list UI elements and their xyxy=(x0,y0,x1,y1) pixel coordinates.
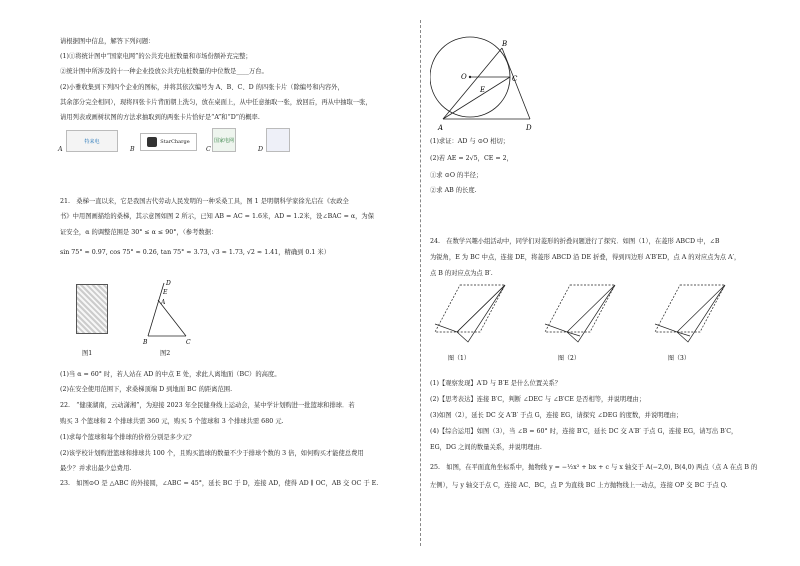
q21-text-a: 21. 桑梯一直以来，它是我国古代劳动人民发明的一种采桑工具，图 1 是明朝科学家徐光启在《农政全 xyxy=(60,198,349,205)
gear-icon xyxy=(147,137,157,147)
center-point-o xyxy=(469,76,471,78)
label-c: C xyxy=(512,75,518,83)
rhombus-figure-1 xyxy=(435,285,505,342)
fig2-label-b: B xyxy=(143,339,148,346)
q24-2-text: (2)【思考表达】连接 B′C，判断 ∠DEC 与 ∠B′CE 是否相等，并说明理由； xyxy=(430,396,646,403)
fig2-line-db xyxy=(148,283,164,336)
rhombus-figure-2 xyxy=(545,285,615,342)
line-bd xyxy=(502,48,530,119)
fig1-image xyxy=(76,284,108,334)
fig-label-1: 图（1） xyxy=(448,355,470,362)
q23-circle-diagram xyxy=(430,34,550,134)
q23-text: 23. 如图⊙O 是 △ABC 的外接圆，∠ABC = 45°，延长 BC 于 D，连接 AD，使得 AD ∥ OC，AB 交 OC 于 E. xyxy=(60,480,379,487)
q23-2a-text: ①求 ⊙O 的半径； xyxy=(430,172,483,179)
q23-2-text: (2)若 AE = 2√5，CE = 2， xyxy=(430,155,513,162)
logo-d-image xyxy=(266,128,290,152)
rhombus-2-outline xyxy=(545,285,615,332)
q23-2b-text: ②求 AB 的长度. xyxy=(430,187,477,194)
rhombus-3-folded xyxy=(677,285,725,342)
q24-text-b: 为锐角，E 为 BC 中点，连接 DE，将菱形 ABCD 沿 DE 折叠，得到四边形 A′B′ED，点 A 的对应点为点 A′， xyxy=(430,254,741,261)
fig-label-2: 图（2） xyxy=(558,355,580,362)
q2-text-a: (2)小雅收集到下列四个企业的图标，并将其依次编号为 A、B、C、D 的四张卡片（除编号和内容外， xyxy=(60,84,344,91)
q24-text-c: 点 B 的对应点为点 B′. xyxy=(430,270,493,277)
q21-text-c: 证安全，α 的调整范围是 30° ≤ α ≤ 90°，（参考数据： xyxy=(60,229,218,236)
q22-2-text: (2)该学校计划购进篮球和排球共 100 个，且购买篮球的数量不少于排球个数的 3 倍，如何购买才能使总费用 xyxy=(60,450,364,457)
fig2-label-a: A xyxy=(161,299,166,306)
q25-text-a: 25. 如图，在平面直角坐标系中，抛物线 y = −½x² + bx + c 与 x 轴交于 A(−2,0), B(4,0) 两点（点 A 在点 B 的 xyxy=(430,464,758,471)
fig1-caption: 图1 xyxy=(82,350,93,357)
q24-1-text: (1)【观察发现】A′D 与 B′E 是什么位置关系？ xyxy=(430,380,562,387)
fig2-label-c: C xyxy=(186,339,191,346)
q25-text-b: 左侧），与 y 轴交于点 C，连接 AC、BC，点 P 为直线 BC 上方抛物线上一动点，连接 OP 交 BC 于点 Q. xyxy=(430,482,728,489)
q24-text-a: 24. 在数学兴趣小组活动中，同学们对菱形的折叠问题进行了探究．如图（1），在菱形 ABCD 中，∠B xyxy=(430,238,720,245)
logo-b-image xyxy=(140,133,197,151)
q21-1-text: (1)当 α = 60° 时，若人站在 AD 的中点 E 处，求此人离地面（BC）的高度。 xyxy=(60,371,281,378)
logo-letter-c: C xyxy=(206,146,211,153)
rhombus-1-fold xyxy=(435,285,505,332)
rhombus-3-fold xyxy=(655,285,725,332)
label-b: B xyxy=(502,40,508,48)
column-divider xyxy=(420,20,421,546)
line-ab xyxy=(443,48,502,119)
label-e: E xyxy=(480,86,486,94)
label-a: A xyxy=(438,124,444,132)
q1-text: (1)①将统计图中“国家电网”的公共充电桩数量和市场份额补充完整； xyxy=(60,53,252,60)
q21-text-d: sin 75° ≈ 0.97, cos 75° ≈ 0.26, tan 75° ≈ 3.73, √3 ≈ 1.73, √2 ≈ 1.41，精确到 0.1 米） xyxy=(60,249,331,256)
q1b-text: ②统计图中所涉及的十一种企业投放公共充电桩数量的中位数是____万台。 xyxy=(60,68,268,75)
fig2-caption: 图2 xyxy=(160,350,171,357)
rhombus-2-folded xyxy=(567,285,615,342)
rhombus-figure-3 xyxy=(655,285,725,342)
q24-rhombus-diagrams xyxy=(430,280,770,370)
rhombus-1-folded xyxy=(457,285,505,342)
line-ac xyxy=(443,77,510,119)
q2-text-b: 其余部分完全相同），现将四张卡片背面朝上洗匀，放在桌面上，从中任意抽取一张，放回后，再从中抽取一张， xyxy=(60,99,372,106)
right-column xyxy=(430,0,770,566)
q24-4b-text: EG，DG 之间的数量关系，并说明理由. xyxy=(430,444,542,451)
fig-label-3: 图（3） xyxy=(668,355,690,362)
label-o: O xyxy=(461,73,467,81)
rhombus-3-outline xyxy=(655,285,725,332)
q24-4-text: (4)【综合运用】如图（3），当 ∠B = 60° 时，连接 B′C，延长 DC 交 A′B′ 于点 G，连接 EG，请写出 B′C， xyxy=(430,428,738,435)
q24-3-text: (3)如图（2），延长 DC 交 A′B′ 于点 G，连接 EG，请探究 ∠DEG 的度数，并说明理由； xyxy=(430,412,683,419)
label-d: D xyxy=(526,124,532,132)
logo-a-text: 特来电 xyxy=(84,138,100,145)
q22-3-text: 最少？并求出最少总费用. xyxy=(60,465,132,472)
rhombus-2-fold xyxy=(545,285,615,332)
logo-letter-d: D xyxy=(258,146,264,153)
q2-text-c: 请用列表或画树状图的方法求抽取到的两张卡片恰好是“A”和“D”的概率. xyxy=(60,114,260,121)
logo-c-image xyxy=(212,128,236,152)
left-column xyxy=(60,0,410,566)
fig2-label-d: D xyxy=(166,280,171,287)
intro-text: 请根据图中信息，解答下列问题： xyxy=(60,38,155,45)
logo-b-text: StarCharge xyxy=(160,139,190,145)
logo-letter-b: B xyxy=(130,146,135,153)
logo-a-image xyxy=(66,130,118,152)
fig2-label-e: E xyxy=(163,289,168,296)
q22-text-b: 购买 3 个篮球和 2 个排球共需 360 元，购买 5 个篮球和 3 个排球共需 680 元. xyxy=(60,418,284,425)
rhombus-1-outline xyxy=(435,285,505,332)
logo-letter-a: A xyxy=(58,146,63,153)
q22-1-text: (1)求每个篮球和每个排球的价格分别是多少元？ xyxy=(60,434,195,441)
fig2-diagram xyxy=(142,278,202,348)
q21-2-text: (2)在安全使用范围下，求桑梯顶端 D 到地面 BC 的距离范围. xyxy=(60,386,233,393)
q22-text-a: 22. “健康湖南，云动潇湘”，为迎接 2023 年全民健身线上运动会，某中学计划购进一批篮球和排球．若 xyxy=(60,402,355,409)
q21-text-b: 书》中用图画描绘的桑梯，其示意图如图 2 所示，已知 AB = AC = 1.6米，AD = 1.2米，设∠BAC = α，为保 xyxy=(60,213,375,220)
q23-1-text: (1)求证：AD 与 ⊙O 相切； xyxy=(430,138,510,145)
rhombus-1-line-de xyxy=(457,285,505,332)
logo-c-text: 国家电网 xyxy=(213,137,234,144)
